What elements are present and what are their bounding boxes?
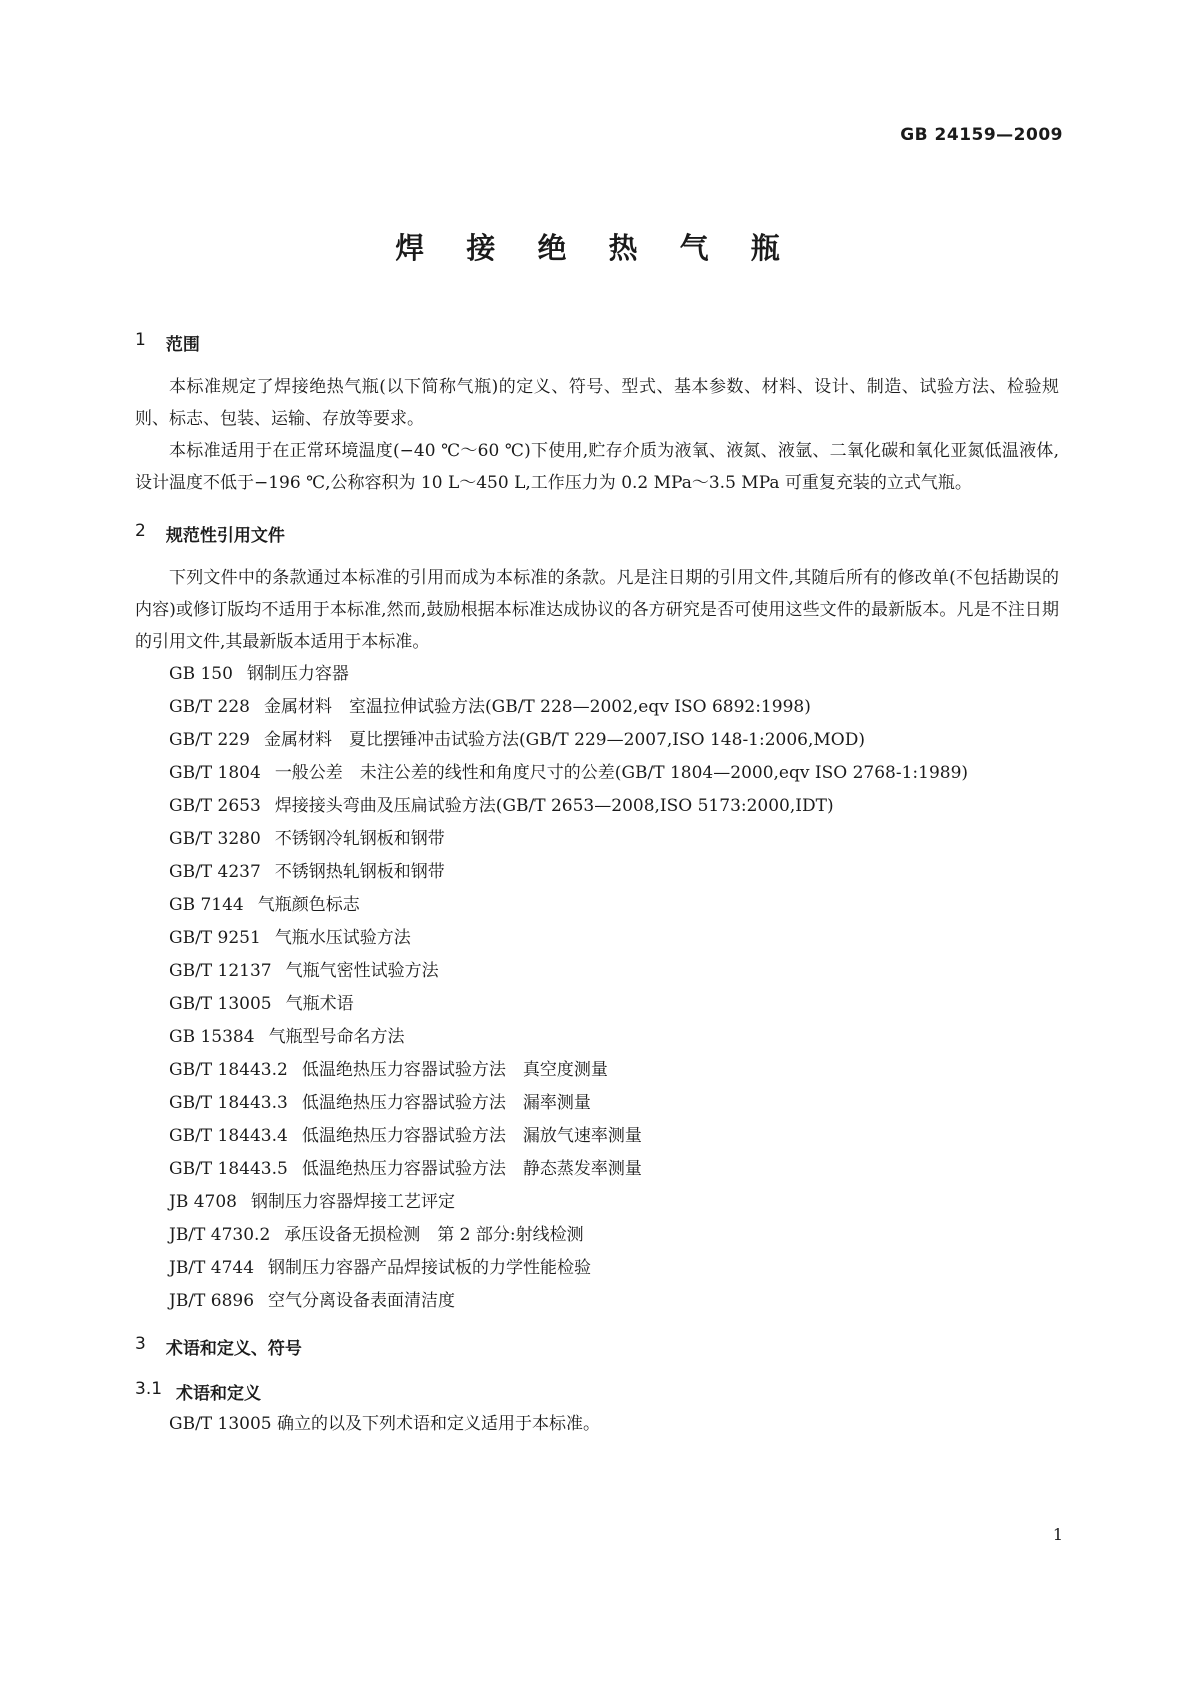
reference-code: GB/T 18443.2 bbox=[169, 1060, 288, 1080]
reference-code: GB/T 229 bbox=[169, 730, 250, 750]
reference-item bbox=[135, 823, 1059, 856]
reference-title: 金属材料 夏比摆锤冲击试验方法(GB/T 229—2007,ISO 148-1:2006,MOD) bbox=[264, 730, 866, 750]
reference-title: 焊接接头弯曲及压扁试验方法(GB/T 2653—2008,ISO 5173:2000,IDT) bbox=[274, 796, 834, 816]
section-title: 范围 bbox=[165, 335, 200, 355]
reference-title: 气瓶型号命名方法 bbox=[268, 1027, 405, 1047]
reference-item bbox=[135, 1153, 1059, 1186]
reference-title: 气瓶水压试验方法 bbox=[274, 928, 411, 948]
reference-code: GB/T 12137 bbox=[169, 961, 272, 981]
reference-item bbox=[135, 757, 1059, 790]
section-title: 规范性引用文件 bbox=[165, 526, 285, 546]
reference-code: GB/T 4237 bbox=[169, 862, 261, 882]
subsection-3-1-heading bbox=[135, 1379, 1059, 1404]
section-title: 术语和定义、符号 bbox=[165, 1339, 302, 1359]
paragraph: 本标准适用于在正常环境温度(−40 ℃～60 ℃)下使用,贮存介质为液氧、液氮、液氩、二氧化碳和氧化亚氮低温液体,设计温度不低于−196 ℃,公称容积为 10 L～450 L,工作压力为 0.2 MPa～3.5 MPa 可重复充装的立式气瓶。 bbox=[135, 441, 1059, 493]
standard-code: GB 24159—2009 bbox=[900, 125, 1063, 145]
reference-item bbox=[135, 1054, 1059, 1087]
reference-title: 一般公差 未注公差的线性和角度尺寸的公差(GB/T 1804—2000,eqv ISO 2768-1:1989) bbox=[274, 763, 969, 783]
reference-item bbox=[135, 1186, 1059, 1219]
reference-title: 钢制压力容器 bbox=[246, 664, 349, 684]
reference-title: 金属材料 室温拉伸试验方法(GB/T 228—2002,eqv ISO 6892:1998) bbox=[264, 697, 811, 717]
reference-code: GB/T 13005 bbox=[169, 994, 272, 1014]
reference-item bbox=[135, 1252, 1059, 1285]
reference-item bbox=[135, 922, 1059, 955]
paragraph: 本标准规定了焊接绝热气瓶(以下简称气瓶)的定义、符号、型式、基本参数、材料、设计、制造、试验方法、检验规则、标志、包装、运输、存放等要求。 bbox=[135, 377, 1059, 429]
reference-code: GB/T 18443.5 bbox=[169, 1159, 288, 1179]
reference-code: GB/T 18443.3 bbox=[169, 1093, 288, 1113]
section-1-heading bbox=[135, 330, 1059, 355]
reference-code: GB/T 228 bbox=[169, 697, 250, 717]
reference-title: 空气分离设备表面清洁度 bbox=[268, 1291, 456, 1311]
reference-item bbox=[135, 724, 1059, 757]
reference-list bbox=[135, 658, 1059, 1318]
reference-title: 不锈钢热轧钢板和钢带 bbox=[274, 862, 445, 882]
reference-item bbox=[135, 988, 1059, 1021]
reference-title: 钢制压力容器焊接工艺评定 bbox=[250, 1192, 455, 1212]
reference-item bbox=[135, 1219, 1059, 1252]
section-3-heading bbox=[135, 1334, 1059, 1359]
reference-code: GB/T 18443.4 bbox=[169, 1126, 288, 1146]
reference-code: JB 4708 bbox=[169, 1192, 237, 1212]
reference-item bbox=[135, 889, 1059, 922]
reference-title: 不锈钢冷轧钢板和钢带 bbox=[274, 829, 445, 849]
reference-code: JB/T 4744 bbox=[169, 1258, 255, 1278]
reference-code: GB/T 2653 bbox=[169, 796, 261, 816]
reference-title: 气瓶颜色标志 bbox=[257, 895, 360, 915]
subsection-title: 术语和定义 bbox=[176, 1384, 262, 1404]
reference-item bbox=[135, 691, 1059, 724]
reference-item bbox=[135, 658, 1059, 691]
reference-item bbox=[135, 1087, 1059, 1120]
reference-code: GB/T 9251 bbox=[169, 928, 261, 948]
reference-code: JB/T 6896 bbox=[169, 1291, 255, 1311]
document-body bbox=[135, 330, 1059, 1440]
reference-item bbox=[135, 1120, 1059, 1153]
reference-code: GB 15384 bbox=[169, 1027, 255, 1047]
reference-code: GB 150 bbox=[169, 664, 233, 684]
reference-title: 低温绝热压力容器试验方法 静态蒸发率测量 bbox=[301, 1159, 642, 1179]
reference-title: 低温绝热压力容器试验方法 漏放气速率测量 bbox=[301, 1126, 642, 1146]
reference-code: JB/T 4730.2 bbox=[169, 1225, 271, 1245]
reference-title: 气瓶气密性试验方法 bbox=[285, 961, 439, 981]
reference-item bbox=[135, 1285, 1059, 1318]
section-number: 3 bbox=[135, 1334, 146, 1354]
reference-title: 气瓶术语 bbox=[285, 994, 354, 1014]
section-number: 2 bbox=[135, 521, 146, 541]
reference-title: 承压设备无损检测 第 2 部分:射线检测 bbox=[284, 1225, 584, 1245]
page-number: 1 bbox=[1052, 1525, 1063, 1544]
section-number: 1 bbox=[135, 330, 146, 350]
subsection-number: 3.1 bbox=[135, 1379, 163, 1399]
document-title: 焊 接 绝 热 气 瓶 bbox=[395, 231, 796, 265]
reference-item bbox=[135, 955, 1059, 988]
section-2-heading bbox=[135, 521, 1059, 546]
reference-code: GB/T 3280 bbox=[169, 829, 261, 849]
reference-title: 低温绝热压力容器试验方法 漏率测量 bbox=[301, 1093, 591, 1113]
reference-item bbox=[135, 790, 1059, 823]
reference-item bbox=[135, 856, 1059, 889]
paragraph: GB/T 13005 确立的以及下列术语和定义适用于本标准。 bbox=[169, 1414, 601, 1434]
reference-code: GB 7144 bbox=[169, 895, 244, 915]
reference-item bbox=[135, 1021, 1059, 1054]
reference-title: 低温绝热压力容器试验方法 真空度测量 bbox=[301, 1060, 608, 1080]
reference-title: 钢制压力容器产品焊接试板的力学性能检验 bbox=[268, 1258, 592, 1278]
reference-code: GB/T 1804 bbox=[169, 763, 261, 783]
paragraph: 下列文件中的条款通过本标准的引用而成为本标准的条款。凡是注日期的引用文件,其随后所有的修改单(不包括勘误的内容)或修订版均不适用于本标准,然而,鼓励根据本标准达成协议的各方研究是否可使用这些文件的最新版本。凡是不注日期的引用文件,其最新版本适用于本标准。 bbox=[135, 568, 1059, 652]
